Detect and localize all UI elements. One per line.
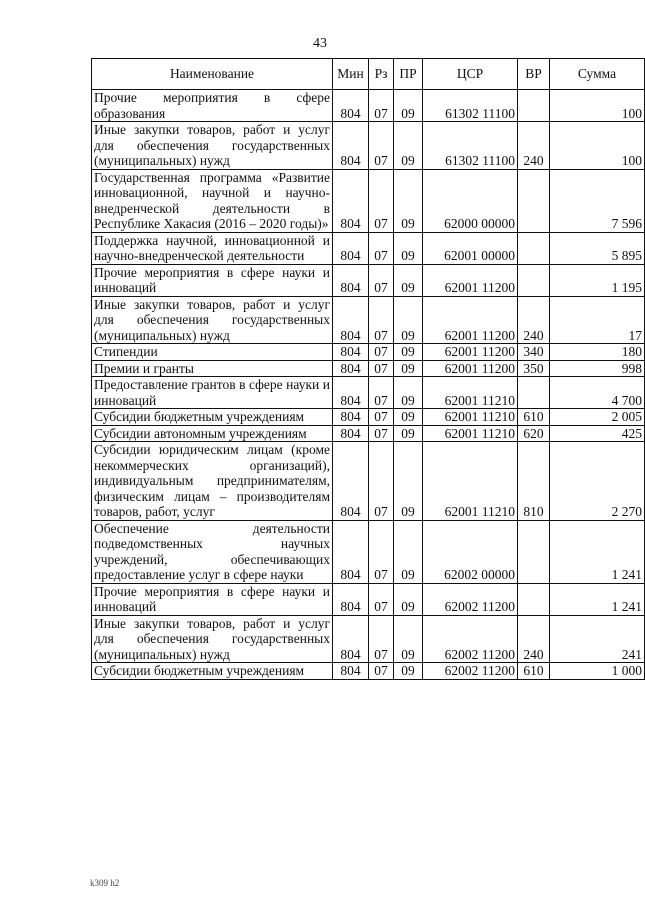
row-vr bbox=[518, 169, 550, 232]
row-rz: 07 bbox=[369, 344, 394, 361]
row-vr bbox=[518, 377, 550, 409]
row-csr: 62001 11210 bbox=[423, 377, 518, 409]
row-sum: 4 700 bbox=[550, 377, 645, 409]
row-csr: 62001 11200 bbox=[423, 264, 518, 296]
row-min: 804 bbox=[333, 296, 369, 344]
row-pr: 09 bbox=[394, 360, 423, 377]
row-vr bbox=[518, 520, 550, 583]
row-sum: 241 bbox=[550, 615, 645, 663]
row-vr bbox=[518, 90, 550, 122]
row-csr: 61302 11100 bbox=[423, 90, 518, 122]
row-name: Предоставление грантов в сфере науки и инноваций bbox=[92, 377, 333, 409]
row-name: Субсидии юридическим лицам (кроме некоммерческих организаций), индивидуальным предпринимателям, физическим лицам – производителям товаров, работ, услуг bbox=[92, 442, 333, 521]
row-csr: 62001 11210 bbox=[423, 409, 518, 426]
row-pr: 09 bbox=[394, 232, 423, 264]
row-pr: 09 bbox=[394, 520, 423, 583]
table-row bbox=[92, 377, 645, 409]
row-name: Поддержка научной, инновационной и научно-внедренческой деятельности bbox=[92, 232, 333, 264]
table-row bbox=[92, 360, 645, 377]
row-min: 804 bbox=[333, 377, 369, 409]
row-min: 804 bbox=[333, 425, 369, 442]
row-min: 804 bbox=[333, 583, 369, 615]
row-vr: 610 bbox=[518, 409, 550, 426]
row-min: 804 bbox=[333, 122, 369, 170]
row-pr: 09 bbox=[394, 344, 423, 361]
page-number: 43 bbox=[313, 36, 327, 51]
row-vr: 240 bbox=[518, 296, 550, 344]
row-name: Иные закупки товаров, работ и услуг для обеспечения государственных (муниципальных) нужд bbox=[92, 296, 333, 344]
row-vr bbox=[518, 583, 550, 615]
table-row bbox=[92, 615, 645, 663]
row-rz: 07 bbox=[369, 615, 394, 663]
row-vr: 240 bbox=[518, 615, 550, 663]
row-rz: 07 bbox=[369, 232, 394, 264]
row-pr: 09 bbox=[394, 615, 423, 663]
header-sum: Сумма bbox=[550, 59, 645, 90]
row-rz: 07 bbox=[369, 169, 394, 232]
row-csr: 62002 11200 bbox=[423, 663, 518, 680]
row-csr: 62001 11200 bbox=[423, 296, 518, 344]
table-row bbox=[92, 232, 645, 264]
row-rz: 07 bbox=[369, 296, 394, 344]
row-name: Субсидии бюджетным учреждениям bbox=[92, 409, 333, 426]
row-pr: 09 bbox=[394, 663, 423, 680]
row-rz: 07 bbox=[369, 409, 394, 426]
row-sum: 2 005 bbox=[550, 409, 645, 426]
row-rz: 07 bbox=[369, 520, 394, 583]
row-rz: 07 bbox=[369, 663, 394, 680]
row-pr: 09 bbox=[394, 122, 423, 170]
row-csr: 62001 11210 bbox=[423, 425, 518, 442]
header-vr: ВР bbox=[518, 59, 550, 90]
row-sum: 7 596 bbox=[550, 169, 645, 232]
row-min: 804 bbox=[333, 360, 369, 377]
row-name: Субсидии автономным учреждениям bbox=[92, 425, 333, 442]
row-vr: 610 bbox=[518, 663, 550, 680]
row-vr: 350 bbox=[518, 360, 550, 377]
row-rz: 07 bbox=[369, 360, 394, 377]
row-rz: 07 bbox=[369, 425, 394, 442]
row-pr: 09 bbox=[394, 425, 423, 442]
row-vr bbox=[518, 232, 550, 264]
row-csr: 62001 11200 bbox=[423, 344, 518, 361]
table-header-row bbox=[92, 59, 645, 90]
header-pr: ПР bbox=[394, 59, 423, 90]
row-min: 804 bbox=[333, 615, 369, 663]
table-row bbox=[92, 583, 645, 615]
row-name: Прочие мероприятия в сфере науки и инноваций bbox=[92, 264, 333, 296]
header-min: Мин bbox=[333, 59, 369, 90]
row-name: Прочие мероприятия в сфере образования bbox=[92, 90, 333, 122]
row-csr: 62002 00000 bbox=[423, 520, 518, 583]
row-pr: 09 bbox=[394, 583, 423, 615]
row-pr: 09 bbox=[394, 169, 423, 232]
row-name: Премии и гранты bbox=[92, 360, 333, 377]
table-row bbox=[92, 520, 645, 583]
row-name: Иные закупки товаров, работ и услуг для обеспечения государственных (муниципальных) нужд bbox=[92, 615, 333, 663]
row-csr: 62002 11200 bbox=[423, 615, 518, 663]
row-csr: 62002 11200 bbox=[423, 583, 518, 615]
row-rz: 07 bbox=[369, 583, 394, 615]
row-csr: 62001 11200 bbox=[423, 360, 518, 377]
row-min: 804 bbox=[333, 264, 369, 296]
row-sum: 998 bbox=[550, 360, 645, 377]
row-sum: 2 270 bbox=[550, 442, 645, 521]
row-sum: 1 000 bbox=[550, 663, 645, 680]
table-row bbox=[92, 344, 645, 361]
row-min: 804 bbox=[333, 409, 369, 426]
row-vr: 620 bbox=[518, 425, 550, 442]
table-row bbox=[92, 169, 645, 232]
budget-table bbox=[91, 58, 645, 680]
row-vr: 810 bbox=[518, 442, 550, 521]
row-csr: 62001 00000 bbox=[423, 232, 518, 264]
row-min: 804 bbox=[333, 169, 369, 232]
row-min: 804 bbox=[333, 232, 369, 264]
row-rz: 07 bbox=[369, 264, 394, 296]
row-min: 804 bbox=[333, 520, 369, 583]
row-pr: 09 bbox=[394, 264, 423, 296]
row-sum: 425 bbox=[550, 425, 645, 442]
row-sum: 100 bbox=[550, 122, 645, 170]
row-min: 804 bbox=[333, 442, 369, 521]
table-row bbox=[92, 425, 645, 442]
header-csr: ЦСР bbox=[423, 59, 518, 90]
row-csr: 61302 11100 bbox=[423, 122, 518, 170]
row-pr: 09 bbox=[394, 90, 423, 122]
row-pr: 09 bbox=[394, 409, 423, 426]
row-rz: 07 bbox=[369, 122, 394, 170]
row-pr: 09 bbox=[394, 442, 423, 521]
row-min: 804 bbox=[333, 90, 369, 122]
row-csr: 62001 11210 bbox=[423, 442, 518, 521]
row-sum: 1 195 bbox=[550, 264, 645, 296]
row-min: 804 bbox=[333, 344, 369, 361]
footer-code: k309 h2 bbox=[90, 878, 120, 888]
row-name: Обеспечение деятельности подведомственных научных учреждений, обеспечивающих предоставление услуг в сфере науки bbox=[92, 520, 333, 583]
row-name: Стипендии bbox=[92, 344, 333, 361]
row-vr: 340 bbox=[518, 344, 550, 361]
row-name: Государственная программа «Развитие инновационной, научной и научно-внедренческой деятельности в Республике Хакасия (2016 – 2020 годы)» bbox=[92, 169, 333, 232]
row-rz: 07 bbox=[369, 377, 394, 409]
row-name: Иные закупки товаров, работ и услуг для обеспечения государственных (муниципальных) нужд bbox=[92, 122, 333, 170]
table-row bbox=[92, 409, 645, 426]
row-vr: 240 bbox=[518, 122, 550, 170]
table-row bbox=[92, 122, 645, 170]
row-sum: 180 bbox=[550, 344, 645, 361]
row-sum: 17 bbox=[550, 296, 645, 344]
table-row bbox=[92, 663, 645, 680]
row-sum: 1 241 bbox=[550, 520, 645, 583]
header-rz: Рз bbox=[369, 59, 394, 90]
table-row bbox=[92, 442, 645, 521]
row-name: Прочие мероприятия в сфере науки и инноваций bbox=[92, 583, 333, 615]
row-pr: 09 bbox=[394, 296, 423, 344]
table-row bbox=[92, 264, 645, 296]
row-sum: 100 bbox=[550, 90, 645, 122]
row-vr bbox=[518, 264, 550, 296]
row-csr: 62000 00000 bbox=[423, 169, 518, 232]
row-sum: 1 241 bbox=[550, 583, 645, 615]
row-rz: 07 bbox=[369, 90, 394, 122]
row-name: Субсидии бюджетным учреждениям bbox=[92, 663, 333, 680]
row-sum: 5 895 bbox=[550, 232, 645, 264]
header-name: Наименование bbox=[92, 59, 333, 90]
row-pr: 09 bbox=[394, 377, 423, 409]
table-row bbox=[92, 90, 645, 122]
row-rz: 07 bbox=[369, 442, 394, 521]
table-row bbox=[92, 296, 645, 344]
row-min: 804 bbox=[333, 663, 369, 680]
